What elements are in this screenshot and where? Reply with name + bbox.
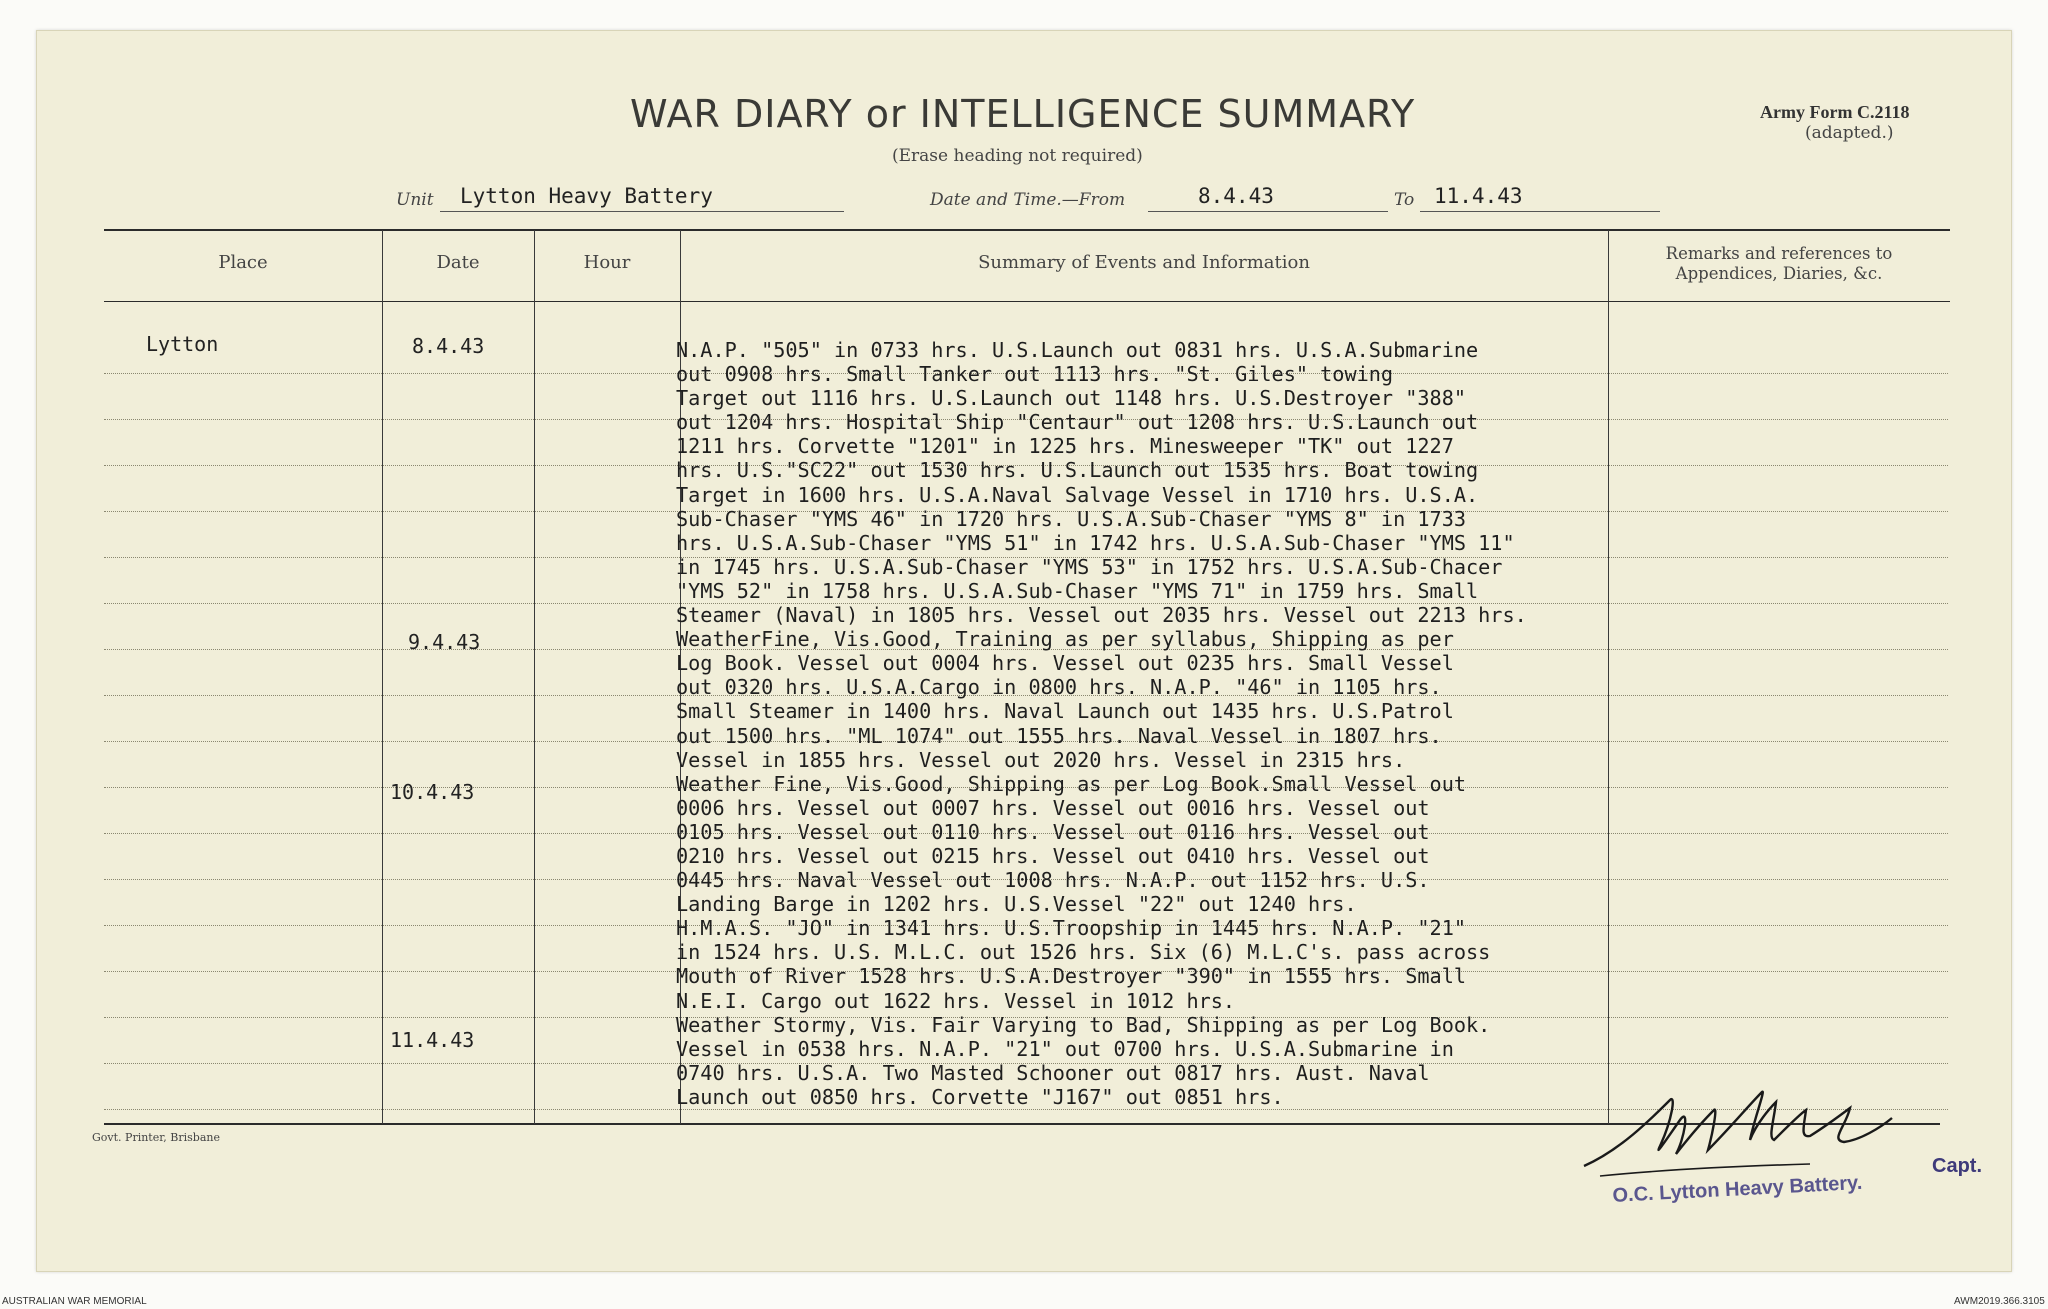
- date-to-underline: [1420, 211, 1660, 212]
- summary-of-events: [676, 338, 1736, 1109]
- summary-line: 0210 hrs. Vessel out 0215 hrs. Vessel out 0410 hrs. Vessel out: [676, 843, 1430, 868]
- summary-line: out 1500 hrs. "ML 1074" out 1555 hrs. Naval Vessel in 1807 hrs.: [676, 723, 1442, 748]
- summary-line: hrs. U.S.A.Sub-Chaser "YMS 51" in 1742 hrs. U.S.A.Sub-Chaser "YMS 11": [676, 530, 1515, 555]
- summary-line: 0445 hrs. Naval Vessel out 1008 hrs. N.A.P. out 1152 hrs. U.S.: [676, 868, 1430, 893]
- summary-line: Launch out 0850 hrs. Corvette "J167" out 0851 hrs.: [676, 1084, 1284, 1109]
- column-header-remarks-line-1: Remarks and references to: [1665, 244, 1893, 263]
- army-form-adapted: (adapted.): [1805, 123, 1894, 143]
- column-header-hour: Hour: [583, 252, 631, 273]
- summary-line: "YMS 52" in 1758 hrs. U.S.A.Sub-Chaser "YMS 71" in 1759 hrs. Small: [676, 578, 1479, 603]
- summary-line: 0006 hrs. Vessel out 0007 hrs. Vessel out 0016 hrs. Vessel out: [676, 795, 1430, 820]
- column-header-summary: Summary of Events and Information: [978, 252, 1310, 273]
- summary-line: N.A.P. "505" in 0733 hrs. U.S.Launch out 0831 hrs. U.S.A.Submarine: [676, 338, 1479, 362]
- date-from-label: Date and Time.—From: [930, 190, 1126, 210]
- date-to-label: To: [1394, 190, 1415, 210]
- summary-line: in 1524 hrs. U.S. M.L.C. out 1526 hrs. Six (6) M.L.C's. pass across: [676, 940, 1491, 965]
- summary-line: Weather Fine, Vis.Good, Shipping as per Log Book.Small Vessel out: [676, 771, 1467, 796]
- column-divider: [534, 230, 535, 1124]
- summary-line: Landing Barge in 1202 hrs. U.S.Vessel "22" out 1240 hrs.: [676, 892, 1357, 917]
- page-title: WAR DIARY or INTELLIGENCE SUMMARY: [630, 92, 1416, 136]
- summary-line: Target out 1116 hrs. U.S.Launch out 1148 hrs. U.S.Destroyer "388": [676, 386, 1467, 411]
- unit-label: Unit: [396, 190, 434, 210]
- column-header-date: Date: [436, 252, 480, 273]
- summary-line: Small Steamer in 1400 hrs. Naval Launch out 1435 hrs. U.S.Patrol: [676, 699, 1454, 724]
- date-from-value: 8.4.43: [1198, 184, 1274, 208]
- summary-line: WeatherFine, Vis.Good, Training as per syllabus, Shipping as per: [676, 627, 1454, 652]
- summary-line: 1211 hrs. Corvette "1201" in 1225 hrs. Minesweeper "TK" out 1227: [676, 434, 1454, 459]
- summary-line: N.E.I. Cargo out 1622 hrs. Vessel in 1012 hrs.: [676, 988, 1236, 1013]
- date-to-value: 11.4.43: [1434, 184, 1523, 208]
- printer-credit: Govt. Printer, Brisbane: [92, 1131, 220, 1144]
- army-form-label: Army Form C.2118: [1760, 102, 1910, 122]
- table-header-rule: [104, 301, 1950, 302]
- archive-reference: AWM2019.366.3105: [1954, 1296, 2045, 1307]
- entry-date: 11.4.43: [390, 1028, 475, 1052]
- stamp-rank: Capt.: [1932, 1155, 1982, 1177]
- summary-line: Vessel in 1855 hrs. Vessel out 2020 hrs. Vessel in 2315 hrs.: [676, 747, 1406, 772]
- summary-line: out 0908 hrs. Small Tanker out 1113 hrs. "St. Giles" towing: [676, 362, 1394, 387]
- summary-line: Vessel in 0538 hrs. N.A.P. "21" out 0700 hrs. U.S.A.Submarine in: [676, 1036, 1454, 1061]
- column-divider: [382, 230, 383, 1124]
- summary-line: Sub-Chaser "YMS 46" in 1720 hrs. U.S.A.Sub-Chaser "YMS 8" in 1733: [676, 506, 1467, 531]
- summary-line: H.M.A.S. "JO" in 1341 hrs. U.S.Troopship in 1445 hrs. N.A.P. "21": [676, 916, 1467, 941]
- summary-line: Steamer (Naval) in 1805 hrs. Vessel out 2035 hrs. Vessel out 2213 hrs.: [676, 603, 1527, 628]
- stamp-unit: O.C. Lytton Heavy Battery.: [1612, 1171, 1863, 1207]
- entry-date: 8.4.43: [412, 334, 485, 358]
- entry-date: 9.4.43: [408, 630, 481, 654]
- summary-line: Target in 1600 hrs. U.S.A.Naval Salvage Vessel in 1710 hrs. U.S.A.: [676, 482, 1479, 507]
- unit-value: Lytton Heavy Battery: [460, 184, 713, 208]
- summary-line: Weather Stormy, Vis. Fair Varying to Bad, Shipping as per Log Book.: [676, 1012, 1491, 1037]
- summary-line: Log Book. Vessel out 0004 hrs. Vessel out 0235 hrs. Small Vessel: [676, 651, 1454, 676]
- entry-date: 10.4.43: [390, 780, 475, 804]
- summary-line: 0105 hrs. Vessel out 0110 hrs. Vessel out 0116 hrs. Vessel out: [676, 819, 1430, 844]
- archive-credit: AUSTRALIAN WAR MEMORIAL: [2, 1296, 147, 1307]
- place-value: Lytton: [146, 332, 219, 356]
- date-from-underline: [1148, 211, 1388, 212]
- summary-line: hrs. U.S."SC22" out 1530 hrs. U.S.Launch out 1535 hrs. Boat towing: [676, 458, 1479, 483]
- summary-line: out 1204 hrs. Hospital Ship "Centaur" out 1208 hrs. U.S.Launch out: [676, 410, 1479, 435]
- table-top-rule: [104, 229, 1950, 231]
- summary-line: in 1745 hrs. U.S.A.Sub-Chaser "YMS 53" in 1752 hrs. U.S.A.Sub-Chacer: [676, 554, 1503, 579]
- column-header-remarks-line-2: Appendices, Diaries, &c.: [1675, 264, 1883, 283]
- unit-underline: [440, 211, 844, 212]
- erase-note: (Erase heading not required): [892, 146, 1143, 166]
- summary-line: Mouth of River 1528 hrs. U.S.A.Destroyer "390" in 1555 hrs. Small: [676, 964, 1467, 989]
- column-header-place: Place: [218, 252, 268, 273]
- summary-line: out 0320 hrs. U.S.A.Cargo in 0800 hrs. N.A.P. "46" in 1105 hrs.: [676, 675, 1442, 700]
- summary-line: 0740 hrs. U.S.A. Two Masted Schooner out 0817 hrs. Aust. Naval: [676, 1060, 1430, 1085]
